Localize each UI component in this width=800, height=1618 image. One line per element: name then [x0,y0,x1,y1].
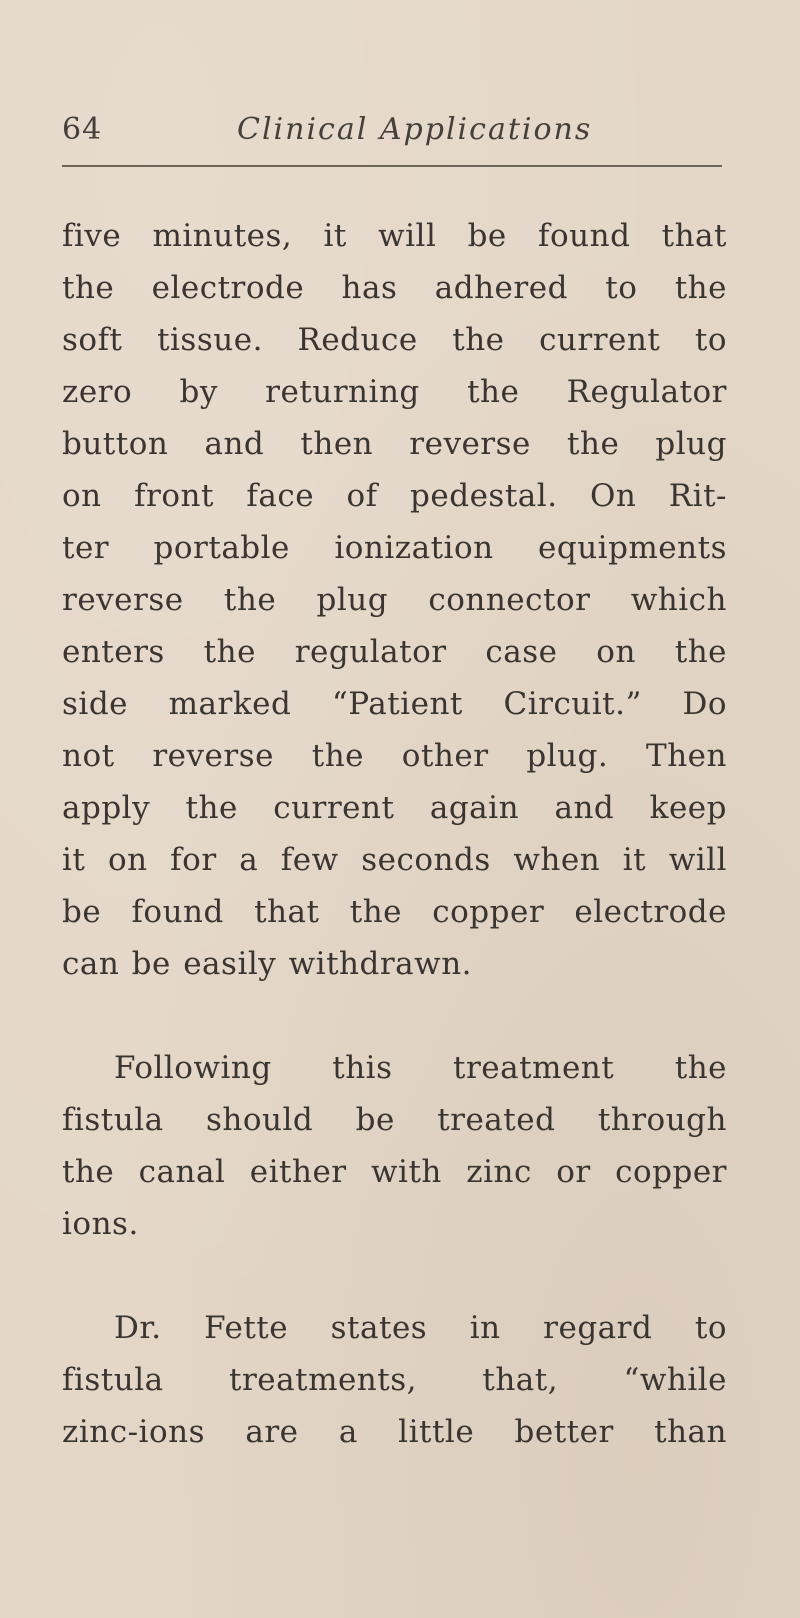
text-line: be found that the copper electrode [62,894,727,930]
text-line: can be easily withdrawn. [62,946,473,982]
page-number: 64 [62,112,103,147]
text-line: ter portable ionization equipments [62,530,727,566]
paragraph-gap [62,990,727,1042]
text-line: the electrode has adhered to the [62,270,727,306]
running-head [62,112,722,162]
header-rule [62,165,722,167]
body-text [62,210,727,1458]
paragraph-gap [62,1250,727,1302]
text-line: five minutes, it will be found that [62,218,727,254]
text-line: Dr. Fette states in regard to [114,1310,727,1346]
text-line: soft tissue. Reduce the current to [62,322,727,358]
text-line: side marked “Patient Circuit.” Do [62,686,727,722]
text-line: apply the current again and keep [62,790,727,826]
paragraph-2 [62,1042,727,1250]
paragraph-1 [62,210,727,990]
text-line: not reverse the other plug. Then [62,738,727,774]
text-line: ions. [62,1206,139,1242]
text-line: enters the regulator case on the [62,634,727,670]
text-line: zero by returning the Regulator [62,374,727,410]
text-line: on front face of pedestal. On Rit- [62,478,727,514]
paragraph-3 [62,1302,727,1458]
text-line: it on for a few seconds when it will [62,842,727,878]
text-line: reverse the plug connector which [62,582,727,618]
text-line: fistula should be treated through [62,1102,727,1138]
text-line: fistula treatments, that, “while [62,1362,727,1398]
text-line: the canal either with zinc or copper [62,1154,727,1190]
text-line: button and then reverse the plug [62,426,727,462]
text-line: zinc-ions are a little better than [62,1414,727,1450]
running-title: Clinical Applications [237,112,593,147]
text-line: Following this treatment the [114,1050,727,1086]
